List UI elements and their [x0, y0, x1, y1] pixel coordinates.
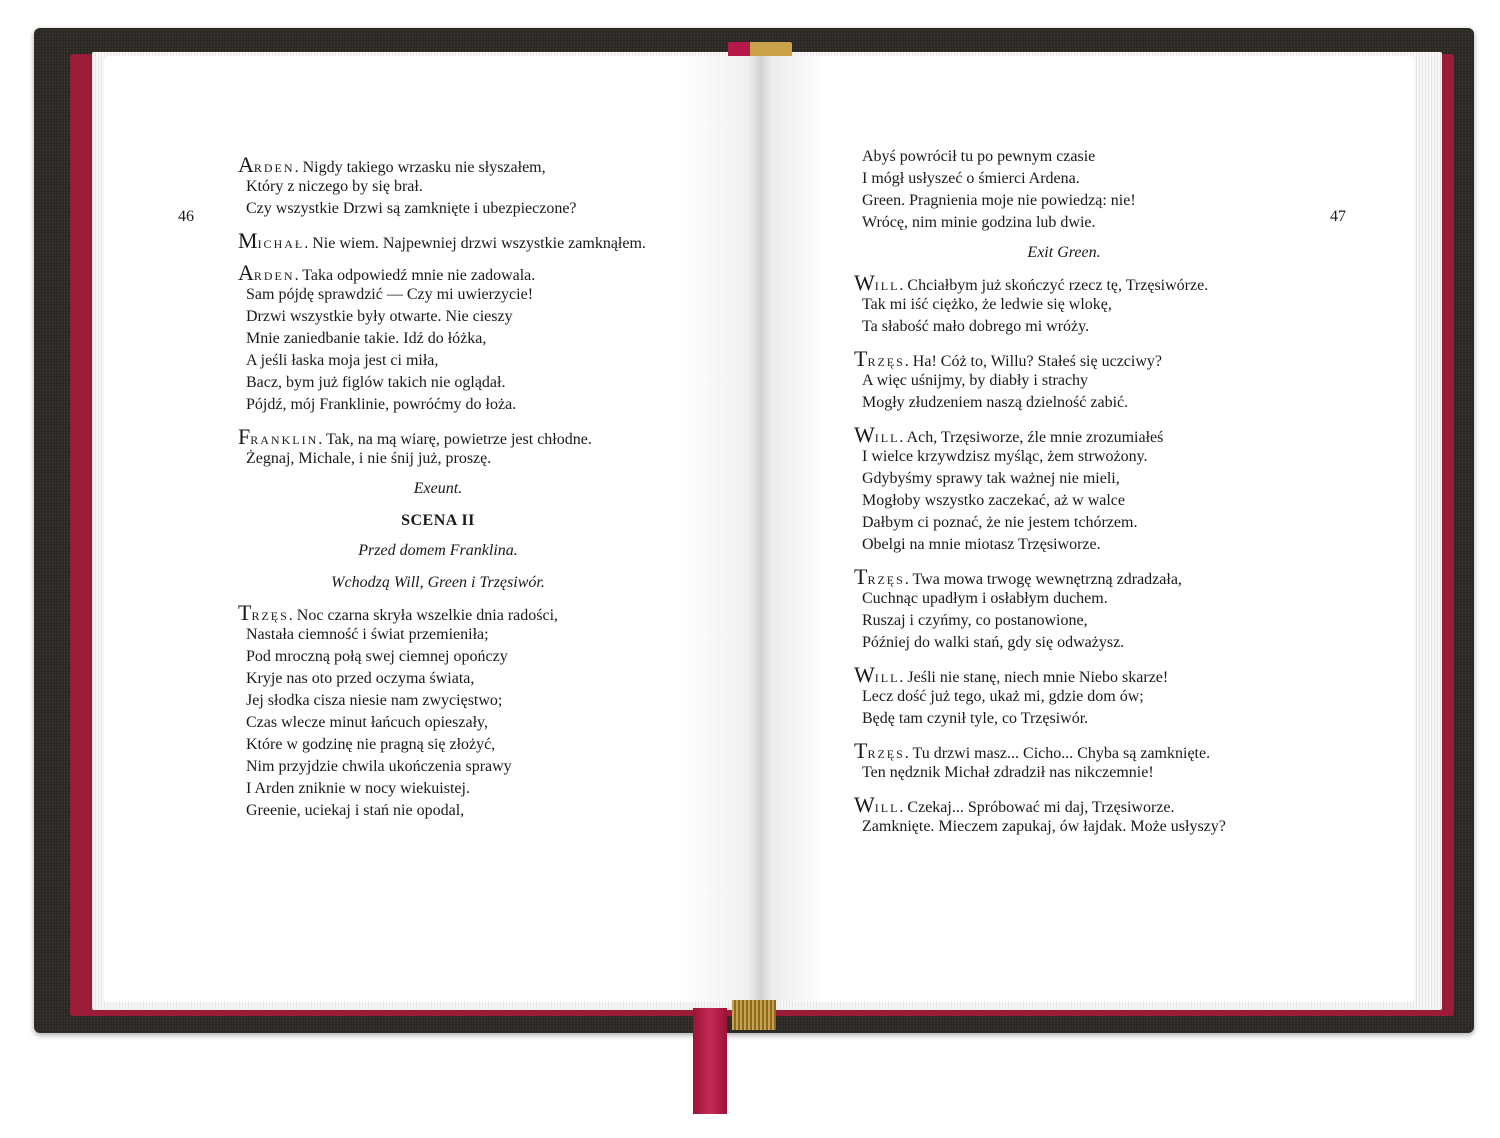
- speech-michal: MICHAŁ. Nie wiem. Najpewniej drzwi wszystkie zamknąłem.: [238, 228, 646, 253]
- stage-direction-exit: Exit Green.: [1027, 244, 1101, 261]
- speech-trzes-1: TRZĘS. Noc czarna skryła wszelkie dnia radości,: [238, 600, 559, 625]
- stage-direction-exeunt: Exeunt.: [413, 480, 463, 497]
- scene-place: Przed domem Franklina.: [358, 542, 518, 559]
- speech-will-2: WILL. Ach, Trzęsiworze, źle mnie zrozumiałeś: [854, 422, 1164, 447]
- speech-arden-2: ARDEN. Taka odpowiedź mnie nie zadowala.: [238, 260, 536, 285]
- scene-entry: Wchodzą Will, Green i Trzęsiwór.: [331, 574, 545, 591]
- page-number-right: 47: [1330, 208, 1346, 225]
- right-page-text: Abyś powrócił tu po pewnym czasie I mógł usłyszeć o śmierci Ardena. Green. Pragnienia moje nie powiedzą: nie! Wrócę, nim minie godzina lub dwie. Exit Green. WILL. Chciałbym już skończyć rzecz tę, Trzęsiwórze. Tak mi iść ciężko, że ledwie się wlokę, Ta słabość mało dobrego mi wróży. TRZĘS. Ha! Cóż to, Willu? Stałeś się uczciwy? A więc uśnijmy, by diabły i strachy Mogły złudzeniem naszą dzielność zabić. WILL. Ach, Trzęsiworze, źle mnie zrozumiałeś I wielce krzywdzisz myśląc, żem strwożony. Gdybyśmy sprawy tak ważnej nie mieli, Mogłoby wszystko zaczekać, aż w walce Dałbym ci poznać, że nie jestem tchórzem. Obelgi na mnie miotasz Trzęsiworze. TRZĘS. Twa mowa trwogę wewnętrzną zdradzała, Cuchnąc upadłym i osłabłym duchem. Ruszaj i czyńmy, co postanowione, Później do walki stań, gdy się odważysz. WILL. Jeśli nie stanę, niech mnie Niebo skarze! Lecz dość już tego, ukaż mi, gdzie dom ów; Będę tam czynił tyle, co Trzęsiwór. TRZĘS. Tu drzwi masz... Cicho... Chyba są zamknięte. Ten nędznik Michał zdradził nas nikczemnie! WILL. Czekaj... Spróbować mi daj, Trzęsiworze. Zamknięte. Mieczem zapukaj, ów łajdak. Może usłyszy?: [854, 146, 1294, 838]
- speech-franklin: FRANKLIN. Tak, na mą wiarę, powietrze jest chłodne.: [238, 424, 592, 449]
- scene-title: SCENA II: [401, 512, 475, 529]
- speech-will-4: WILL. Czekaj... Spróbować mi daj, Trzęsiworze.: [854, 792, 1175, 817]
- ribbon-bookmark-gold: [732, 1000, 776, 1030]
- page-number-left: 46: [178, 208, 194, 225]
- ribbon-bookmark-red: [693, 1008, 727, 1114]
- left-page-text: ARDEN. Nigdy takiego wrzasku nie słyszałem, Który z niczego by się brał. Czy wszystkie Drzwi są zamknięte i ubezpieczone? MICHAŁ. Nie wiem. Najpewniej drzwi wszystkie zamknąłem. ARDEN. Taka odpowiedź mnie nie zadowala. Sam pójdę sprawdzić — Czy mi uwierzycie! Drzwi wszystkie były otwarte. Nie cieszy Mnie zaniedbanie takie. Idź do łóżka, A jeśli łaska moja jest ci miła, Bacz, bym już figlów takich nie oglądał. Pójdź, mój Franklinie, powróćmy do łoża. FRANKLIN. Tak, na mą wiarę, powietrze jest chłodne. Żegnaj, Michale, i nie śnij już, proszę. Exeunt. SCENA II Przed domem Franklina. Wchodzą Will, Green i Trzęsiwór. TRZĘS. Noc czarna skryła wszelkie dnia radości, Nastała ciemność i świat przemieniła; Pod mroczną połą swej ciemnej opończy Kryje nas oto przed oczyma świata, Jej słodka cisza niesie nam zwycięstwo; Czas wlecze minut łańcuch opieszały, Które w godzinę nie pragną się złożyć, Nim przyjdzie chwila ukończenia sprawy I Arden zniknie w nocy wiekuistej. Greenie, uciekaj i stań nie opodal,: [238, 154, 758, 822]
- speech-trzes-4: TRZĘS. Tu drzwi masz... Cicho... Chyba są zamknięte.: [854, 738, 1211, 763]
- speech-trzes-3: TRZĘS. Twa mowa trwogę wewnętrzną zdradzała,: [854, 564, 1182, 589]
- spine-shadow: [748, 56, 772, 1002]
- right-page: [760, 56, 1414, 1002]
- speech-will-3: WILL. Jeśli nie stanę, niech mnie Niebo skarze!: [854, 662, 1169, 687]
- left-page: [104, 56, 760, 1002]
- speech-arden-1: ARDEN. Nigdy takiego wrzasku nie słyszałem,: [238, 152, 546, 177]
- speech-trzes-2: TRZĘS. Ha! Cóż to, Willu? Stałeś się uczciwy?: [854, 346, 1163, 371]
- speech-will-1: WILL. Chciałbym już skończyć rzecz tę, Trzęsiwórze.: [854, 270, 1209, 295]
